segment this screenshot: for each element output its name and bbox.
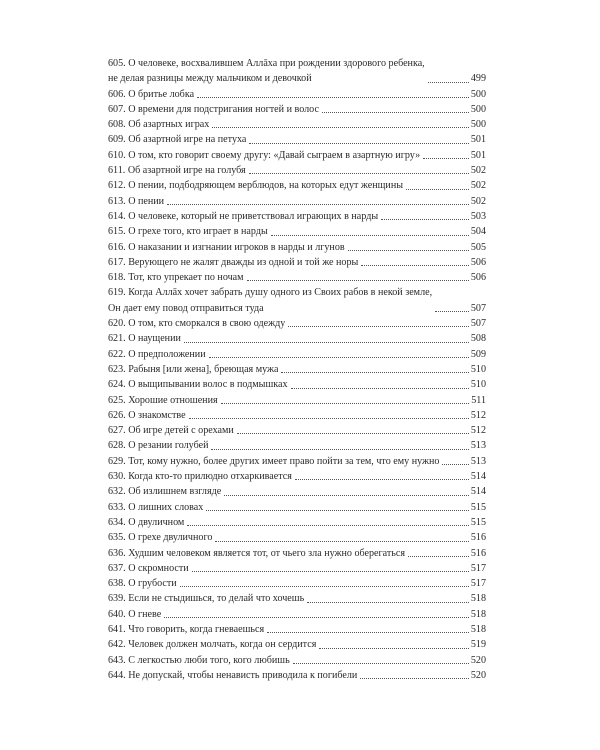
dot-leader xyxy=(237,433,469,434)
toc-entry-page-number: 502 xyxy=(470,195,486,207)
dot-leader xyxy=(348,250,469,251)
toc-entry xyxy=(108,255,486,270)
dot-leader xyxy=(164,617,469,618)
dot-leader xyxy=(192,571,469,572)
toc-entry-title: 625. Хорошие отношения xyxy=(108,394,218,406)
dot-leader xyxy=(319,648,469,649)
toc-entry xyxy=(108,377,486,392)
dot-leader xyxy=(360,678,469,679)
toc-entry-page-number: 504 xyxy=(470,226,486,238)
toc-entry-page-number: 499 xyxy=(470,73,486,85)
toc-entry-title: 642. Человек должен молчать, когда он сердится xyxy=(108,639,317,651)
toc-entry-title: 637. О скромности xyxy=(108,562,189,574)
dot-leader xyxy=(281,372,468,373)
toc-entry-page-number: 519 xyxy=(470,639,486,651)
toc-entry xyxy=(108,607,486,622)
toc-entry-page-number: 512 xyxy=(470,409,486,421)
dot-leader xyxy=(293,663,469,664)
dot-leader xyxy=(197,97,469,98)
toc-entry xyxy=(108,668,486,683)
toc-entry xyxy=(108,285,486,316)
toc-entry-title-line2: не делая разницы между мальчиком и девочкой xyxy=(108,73,312,85)
toc-entry-title: 613. О пении xyxy=(108,195,165,207)
toc-entry-title-line1: 619. Когда Аллāх хочет забрать душу одного из Своих рабов в некой земле, xyxy=(108,287,433,299)
toc-entry-title xyxy=(108,56,425,87)
toc-entry-page-number: 510 xyxy=(470,363,486,375)
toc-entry-title: 609. Об азартной игре на петуха xyxy=(108,134,247,146)
toc-entry-title: 640. О гневе xyxy=(108,608,162,620)
toc-entry xyxy=(108,178,486,193)
dot-leader xyxy=(267,632,469,633)
toc-entry-page-number: 510 xyxy=(470,379,486,391)
toc-entry xyxy=(108,469,486,484)
toc-entry xyxy=(108,331,486,346)
toc-entry-title: 632. Об излишнем взгляде xyxy=(108,486,222,498)
toc-entry xyxy=(108,362,486,377)
toc-entry-title: 612. О пении, подбодряющем верблюдов, на которых едут женщины xyxy=(108,180,404,192)
dot-leader xyxy=(288,326,469,327)
toc-entry-page-number: 516 xyxy=(470,532,486,544)
dot-leader xyxy=(381,219,469,220)
toc-entry xyxy=(108,132,486,147)
dot-leader xyxy=(187,525,469,526)
toc-entry-page-number: 505 xyxy=(470,241,486,253)
dot-leader xyxy=(408,556,469,557)
toc-entry xyxy=(108,408,486,423)
toc-entry-title: 621. О наущении xyxy=(108,333,181,345)
toc-entry-page-number: 517 xyxy=(470,578,486,590)
toc-entry xyxy=(108,423,486,438)
toc-entry-page-number: 516 xyxy=(470,547,486,559)
dot-leader xyxy=(435,311,469,312)
toc-entry-page-number: 500 xyxy=(470,103,486,115)
table-of-contents xyxy=(108,56,486,683)
toc-entry-title: 644. Не допускай, чтобы ненависть приводила к погибели xyxy=(108,669,358,681)
toc-entry-title: 628. О резании голубей xyxy=(108,440,209,452)
dot-leader xyxy=(361,265,469,266)
toc-entry xyxy=(108,117,486,132)
toc-entry xyxy=(108,270,486,285)
dot-leader xyxy=(406,189,469,190)
dot-leader xyxy=(423,158,469,159)
dot-leader xyxy=(249,143,468,144)
toc-entry xyxy=(108,316,486,331)
toc-entry-page-number: 512 xyxy=(470,425,486,437)
toc-entry-page-number: 520 xyxy=(470,669,486,681)
dot-leader xyxy=(295,479,469,480)
toc-entry-title: 633. О лишних словах xyxy=(108,501,204,513)
toc-entry-title: 615. О грехе того, кто играет в нарды xyxy=(108,226,268,238)
toc-entry-title: 614. О человеке, который не приветствовал играющих в нарды xyxy=(108,210,379,222)
toc-entry xyxy=(108,530,486,545)
toc-entry-page-number: 518 xyxy=(470,608,486,620)
dot-leader xyxy=(224,495,469,496)
dot-leader xyxy=(189,418,469,419)
toc-entry-page-number: 507 xyxy=(470,318,486,330)
toc-entry-title: 624. О выщипывании волос в подмышках xyxy=(108,379,288,391)
toc-entry xyxy=(108,347,486,362)
toc-entry xyxy=(108,438,486,453)
toc-entry-page-number: 500 xyxy=(470,88,486,100)
toc-entry xyxy=(108,637,486,652)
toc-entry xyxy=(108,500,486,515)
toc-entry-title: 639. Если не стыдишься, то делай что хочешь xyxy=(108,593,305,605)
toc-entry-title: 617. Верующего не жалят дважды из одной и той же норы xyxy=(108,256,359,268)
toc-entry xyxy=(108,224,486,239)
toc-entry xyxy=(108,102,486,117)
toc-entry-page-number: 503 xyxy=(470,210,486,222)
toc-entry-title: 626. О знакомстве xyxy=(108,409,186,421)
toc-entry-page-number: 513 xyxy=(470,455,486,467)
toc-entry-title: 635. О грехе двуличного xyxy=(108,532,213,544)
dot-leader xyxy=(212,127,469,128)
dot-leader xyxy=(209,357,469,358)
toc-entry-page-number: 506 xyxy=(470,256,486,268)
toc-entry-title: 611. Об азартной игре на голубя xyxy=(108,165,246,177)
dot-leader xyxy=(247,280,469,281)
dot-leader xyxy=(271,235,469,236)
toc-entry-page-number: 513 xyxy=(470,440,486,452)
toc-entry-title: 620. О том, кто сморкался в свою одежду xyxy=(108,318,286,330)
toc-entry xyxy=(108,194,486,209)
dot-leader xyxy=(221,403,470,404)
toc-entry-title: 608. Об азартных играх xyxy=(108,119,210,131)
toc-entry-page-number: 511 xyxy=(471,394,486,406)
toc-entry-page-number: 518 xyxy=(470,623,486,635)
toc-entry-page-number: 506 xyxy=(470,272,486,284)
toc-entry-title: 607. О времени для подстригания ногтей и волос xyxy=(108,103,319,115)
toc-entry-page-number: 501 xyxy=(470,149,486,161)
toc-entry-title: 638. О грубости xyxy=(108,578,177,590)
toc-entry xyxy=(108,240,486,255)
dot-leader xyxy=(291,388,469,389)
dot-leader xyxy=(211,449,468,450)
toc-entry xyxy=(108,393,486,408)
toc-entry-title: 629. Тот, кому нужно, более других имеет право пойти за тем, что ему нужно xyxy=(108,455,440,467)
toc-entry xyxy=(108,87,486,102)
toc-entry-page-number: 508 xyxy=(470,333,486,345)
toc-entry-page-number: 515 xyxy=(470,501,486,513)
toc-entry-title-line1: 605. О человеке, восхвалившем Аллāха при рождении здорового ребенка, xyxy=(108,58,425,69)
dot-leader xyxy=(184,342,469,343)
toc-entry-page-number: 518 xyxy=(470,593,486,605)
toc-entry-page-number: 514 xyxy=(470,486,486,498)
toc-entry xyxy=(108,209,486,224)
dot-leader xyxy=(322,112,469,113)
toc-entry xyxy=(108,163,486,178)
toc-entry xyxy=(108,515,486,530)
toc-entry-title: 622. О предположении xyxy=(108,348,206,360)
toc-entry-title: 634. О двуличном xyxy=(108,516,185,528)
toc-entry-title-line2: Он дает ему повод отправиться туда xyxy=(108,302,264,314)
toc-entry xyxy=(108,484,486,499)
toc-entry-title: 641. Что говорить, когда гневаешься xyxy=(108,623,265,635)
toc-entry-page-number: 500 xyxy=(470,119,486,131)
toc-entry-title: 630. Когда кто-то прилюдно отхаркивается xyxy=(108,471,292,483)
toc-entry xyxy=(108,546,486,561)
toc-entry-title: 610. О том, кто говорит своему другу: «Давай сыграем в азартную игру» xyxy=(108,149,421,161)
toc-entry-page-number: 514 xyxy=(470,471,486,483)
toc-entry-title: 616. О наказании и изгнании игроков в нарды и лгунов xyxy=(108,241,345,253)
toc-entry xyxy=(108,56,486,87)
toc-entry-page-number: 507 xyxy=(470,302,486,314)
toc-entry-title: 618. Тот, кто упрекает по ночам xyxy=(108,272,244,284)
toc-entry-title: 643. С легкостью люби того, кого любишь xyxy=(108,654,290,666)
toc-entry-page-number: 502 xyxy=(470,165,486,177)
toc-entry-title: 636. Худшим человеком является тот, от чьего зла нужно оберегаться xyxy=(108,547,406,559)
toc-entry-page-number: 502 xyxy=(470,180,486,192)
toc-entry-page-number: 515 xyxy=(470,516,486,528)
toc-entry-title: 623. Рабыня [или жена], бреющая мужа xyxy=(108,363,279,375)
dot-leader xyxy=(307,602,469,603)
toc-entry-page-number: 520 xyxy=(470,654,486,666)
toc-entry xyxy=(108,653,486,668)
dot-leader xyxy=(167,204,469,205)
toc-entry-title: 606. О бритье лобка xyxy=(108,88,195,100)
toc-entry-page-number: 509 xyxy=(470,348,486,360)
toc-entry-page-number: 517 xyxy=(470,562,486,574)
toc-entry-page-number: 501 xyxy=(470,134,486,146)
toc-entry xyxy=(108,622,486,637)
dot-leader xyxy=(215,541,468,542)
dot-leader xyxy=(442,464,468,465)
dot-leader xyxy=(206,510,469,511)
toc-entry-title: 627. Об игре детей с орехами xyxy=(108,425,234,437)
dot-leader xyxy=(249,173,469,174)
toc-entry xyxy=(108,591,486,606)
toc-entry-title xyxy=(108,285,432,316)
toc-entry xyxy=(108,454,486,469)
toc-entry xyxy=(108,148,486,163)
dot-leader xyxy=(428,82,469,83)
dot-leader xyxy=(180,586,469,587)
toc-entry xyxy=(108,576,486,591)
toc-entry xyxy=(108,561,486,576)
